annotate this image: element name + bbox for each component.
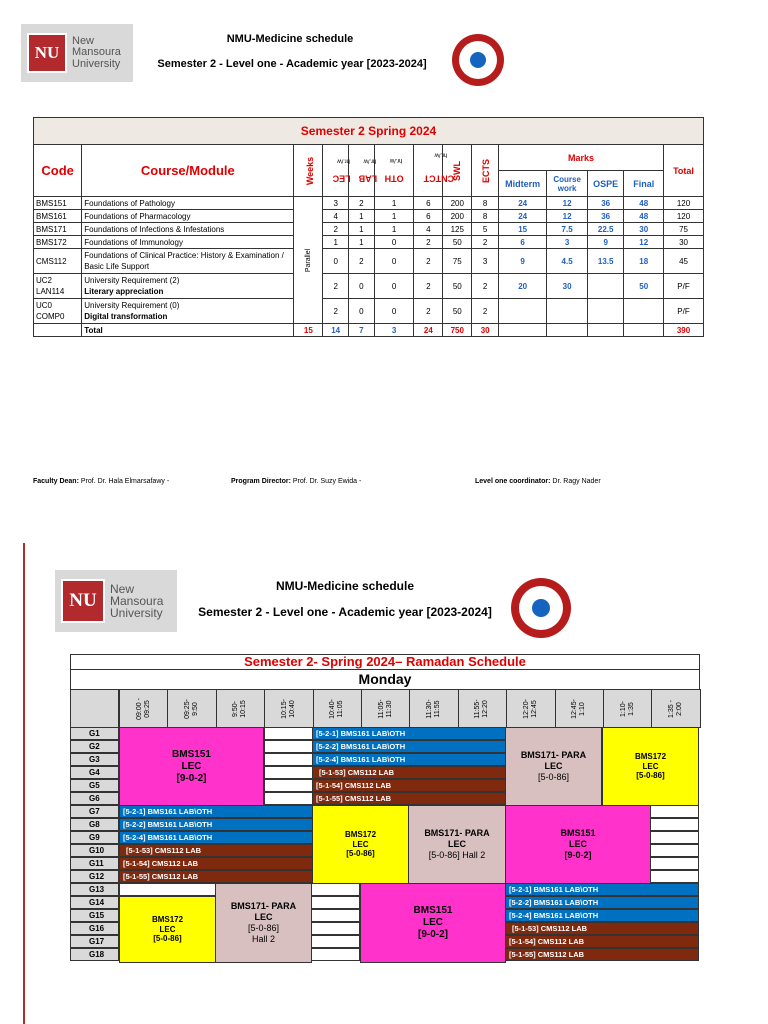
empty-slot [311, 896, 360, 909]
row-cw: 12 [547, 197, 588, 210]
page-title: NMU-Medicine schedule [226, 33, 354, 45]
time-slot-header: 11:55- 12:20 [458, 689, 507, 728]
row-total: 75 [664, 223, 704, 236]
row-course: Foundations of Pharmacology [82, 210, 294, 223]
empty-slot [650, 870, 699, 883]
row-oth: 1 [374, 223, 414, 236]
empty-slot [311, 948, 360, 961]
page-margin-line [23, 543, 25, 1024]
course-table [33, 117, 704, 337]
totals-ospe [587, 324, 623, 337]
time-slot-header: 09:25- 9:50 [167, 689, 216, 728]
row-final [624, 299, 664, 324]
row-course: University Requirement (0) Digital transformation [82, 299, 294, 324]
col-oth: OTH hr./w [374, 145, 414, 197]
row-total: P/F [664, 299, 704, 324]
block-bms171-g7-g12: BMS171- PARA LEC [5-0-86] Hall 2 [408, 805, 506, 884]
row-ects: 8 [472, 197, 499, 210]
empty-slot [650, 818, 699, 831]
empty-slot [119, 883, 216, 896]
col-ects: ECTS [472, 145, 499, 197]
empty-slot [311, 922, 360, 935]
row-cntct: 6 [414, 210, 443, 223]
empty-slot [264, 727, 313, 740]
col-lec: LEC hr./w [323, 145, 349, 197]
row-ects: 3 [472, 249, 499, 274]
row-course: Foundations of Clinical Practice: History & Examination / Basic Life Support [82, 249, 294, 274]
row-cw: 3 [547, 236, 588, 249]
row-code: BMS151 [34, 197, 82, 210]
logo-line-3: University [72, 57, 121, 70]
empty-slot [264, 792, 313, 805]
col-code: Code [34, 145, 82, 197]
university-logo [21, 24, 133, 82]
totals-total: 390 [664, 324, 704, 337]
time-slot-header: 12:45- 1:10 [555, 689, 604, 728]
row-lab: 0 [349, 274, 375, 299]
block-bms172-g14-g18: BMS172 LEC [5-0-86] [119, 896, 216, 963]
row-cw: 12 [547, 210, 588, 223]
row-lec: 2 [323, 299, 349, 324]
row-final: 12 [624, 236, 664, 249]
group-label: G4 [70, 766, 119, 779]
row-ects: 2 [472, 299, 499, 324]
university-logo-2 [55, 570, 177, 632]
empty-slot [650, 805, 699, 818]
empty-slot [650, 844, 699, 857]
lab-bar: [5-1-55] CMS112 LAB [505, 948, 699, 961]
time-slot-header: 9:50- 10:15 [216, 689, 265, 728]
faculty-dean: Faculty Dean: Prof. Dr. Hala Elmarsafawy - [33, 478, 170, 485]
row-oth: 1 [374, 197, 414, 210]
row-lab: 2 [349, 197, 375, 210]
row-cw: 7.5 [547, 223, 588, 236]
row-lec: 4 [323, 210, 349, 223]
time-slot-header: 11:05- 11:30 [361, 689, 410, 728]
col-coursework: Course work [547, 171, 588, 197]
row-ospe [587, 299, 623, 324]
totals-oth: 3 [374, 324, 414, 337]
time-slot-header: 11:30- 11:55 [409, 689, 458, 728]
row-final: 50 [624, 274, 664, 299]
lab-bar: [5-2-4] BMS161 LAB\OTH [312, 753, 506, 766]
time-slot-header: 12:20- 12:45 [506, 689, 555, 728]
row-swl: 50 [443, 236, 472, 249]
row-lab: 1 [349, 223, 375, 236]
group-label: G16 [70, 922, 119, 935]
lab-bar: [5-2-1] BMS161 LAB\OTH [505, 883, 699, 896]
col-ospe: OSPE [587, 171, 623, 197]
row-total: 30 [664, 236, 704, 249]
page-subtitle: Semester 2 - Level one - Academic year [2023-2024] [157, 58, 427, 70]
course-row [34, 249, 704, 274]
schedule-corner [70, 689, 119, 728]
row-cntct: 2 [414, 274, 443, 299]
lab-bar: [5-1-53] CMS112 LAB [505, 922, 699, 935]
col-total: Total [664, 145, 704, 197]
col-course: Course/Module [82, 145, 294, 197]
row-course: Foundations of Infections & Infestations [82, 223, 294, 236]
group-label: G7 [70, 805, 119, 818]
empty-slot [264, 766, 313, 779]
lab-bar: [5-1-53] CMS112 LAB [119, 844, 313, 857]
row-cw: 4.5 [547, 249, 588, 274]
group-label: G12 [70, 870, 119, 883]
schedule-day: Monday [70, 669, 700, 690]
course-row [34, 223, 704, 236]
lab-bar: [5-1-55] CMS112 LAB [119, 870, 313, 883]
row-lab: 1 [349, 210, 375, 223]
col-swl: SWL [443, 145, 472, 197]
course-row [34, 299, 704, 324]
row-course: Foundations of Immunology [82, 236, 294, 249]
row-final: 48 [624, 210, 664, 223]
group-label: G3 [70, 753, 119, 766]
lab-bar: [5-1-54] CMS112 LAB [505, 935, 699, 948]
row-course: Foundations of Pathology [82, 197, 294, 210]
row-swl: 200 [443, 210, 472, 223]
nmu-logo-mark: NU [27, 33, 67, 73]
totals-final [624, 324, 664, 337]
row-swl: 200 [443, 197, 472, 210]
row-lab: 1 [349, 236, 375, 249]
lab-bar: [5-2-2] BMS161 LAB\OTH [119, 818, 313, 831]
col-marks: Marks [499, 145, 664, 171]
empty-slot [264, 740, 313, 753]
faculty-seal-icon [452, 34, 504, 86]
col-midterm: Midterm [499, 171, 547, 197]
row-course: University Requirement (2) Literary appreciation [82, 274, 294, 299]
block-bms151-g13-g18: BMS151 LEC [9-0-2] [360, 883, 506, 963]
lab-bar: [5-2-1] BMS161 LAB\OTH [119, 805, 313, 818]
group-label: G11 [70, 857, 119, 870]
block-bms172-g7-g12: BMS172 LEC [5-0-86] [312, 805, 409, 884]
col-final: Final [624, 171, 664, 197]
row-total: P/F [664, 274, 704, 299]
block-bms171-g13-g18: BMS171- PARA LEC [5-0-86] Hall 2 [215, 883, 312, 963]
row-lec: 0 [323, 249, 349, 274]
lab-bar: [5-1-54] CMS112 LAB [119, 857, 313, 870]
totals-label: Total [82, 324, 294, 337]
empty-slot [311, 883, 360, 896]
time-slot-header: 10:40- 11:05 [313, 689, 362, 728]
schedule-title: Semester 2- Spring 2024– Ramadan Schedule [70, 654, 700, 670]
empty-slot [650, 857, 699, 870]
group-label: G9 [70, 831, 119, 844]
totals-mid [499, 324, 547, 337]
row-mid: 24 [499, 197, 547, 210]
row-code: BMS171 [34, 223, 82, 236]
lab-bar: [5-2-4] BMS161 LAB\OTH [119, 831, 313, 844]
row-lec: 2 [323, 223, 349, 236]
row-mid: 20 [499, 274, 547, 299]
row-final: 48 [624, 197, 664, 210]
totals-cw [547, 324, 588, 337]
time-slot-header: 1:35 - 2:00 [651, 689, 700, 728]
row-swl: 50 [443, 299, 472, 324]
row-final: 30 [624, 223, 664, 236]
time-slot-header: 09:00 - 09:25 [119, 689, 168, 728]
lab-bar: [5-1-54] CMS112 LAB [312, 779, 506, 792]
empty-slot [650, 831, 699, 844]
empty-slot [311, 935, 360, 948]
row-cntct: 6 [414, 197, 443, 210]
group-label: G6 [70, 792, 119, 805]
row-total: 45 [664, 249, 704, 274]
row-mid: 9 [499, 249, 547, 274]
col-lab: LAB hr./w [349, 145, 375, 197]
logo-line-2: Mansoura [72, 46, 121, 59]
row-cntct: 2 [414, 249, 443, 274]
lab-bar: [5-1-53] CMS112 LAB [312, 766, 506, 779]
logo-line-1: New [72, 35, 95, 48]
col-weeks: Weeks [294, 145, 323, 197]
totals-code [34, 324, 82, 337]
block-bms172-g1-g6: BMS172 LEC [5-0-86] [602, 727, 699, 806]
program-director: Program Director: Prof. Dr. Suzy Ewida - [231, 478, 362, 485]
row-ospe: 9 [587, 236, 623, 249]
group-label: G8 [70, 818, 119, 831]
course-row [34, 197, 704, 210]
row-swl: 50 [443, 274, 472, 299]
block-bms171-g1-g6: BMS171- PARA LEC [5-0-86] [505, 727, 602, 806]
semester-title: Semester 2 Spring 2024 [34, 118, 704, 145]
row-code: BMS172 [34, 236, 82, 249]
group-label: G10 [70, 844, 119, 857]
totals-ects: 30 [472, 324, 499, 337]
row-cw [547, 299, 588, 324]
row-code: UC2 LAN114 [34, 274, 82, 299]
time-slot-header: 1:10- 1:35 [603, 689, 652, 728]
row-code: BMS161 [34, 210, 82, 223]
row-ects: 2 [472, 236, 499, 249]
block-bms151-g7-g12: BMS151 LEC [9-0-2] [505, 805, 651, 884]
course-row [34, 274, 704, 299]
row-ects: 2 [472, 274, 499, 299]
row-cw: 30 [547, 274, 588, 299]
row-cntct: 2 [414, 236, 443, 249]
row-mid: 24 [499, 210, 547, 223]
logo2-line-1: New [110, 581, 135, 596]
totals-lab: 7 [349, 324, 375, 337]
row-cntct: 2 [414, 299, 443, 324]
logo2-line-2: Mansoura [110, 593, 164, 608]
row-ospe: 36 [587, 210, 623, 223]
col-cntct: CNTCT hr./w [414, 145, 443, 197]
level-coordinator: Level one coordinator: Dr. Ragy Nader [475, 478, 601, 485]
row-oth: 0 [374, 274, 414, 299]
row-ects: 5 [472, 223, 499, 236]
row-ects: 8 [472, 210, 499, 223]
totals-row [34, 324, 704, 337]
row-swl: 125 [443, 223, 472, 236]
row-ospe: 36 [587, 197, 623, 210]
row-final: 18 [624, 249, 664, 274]
group-label: G15 [70, 909, 119, 922]
row-ospe: 13.5 [587, 249, 623, 274]
row-mid [499, 299, 547, 324]
schedule-page-subtitle: Semester 2 - Level one - Academic year [2023-2024] [198, 605, 492, 619]
row-lec: 2 [323, 274, 349, 299]
group-label: G2 [70, 740, 119, 753]
row-cntct: 4 [414, 223, 443, 236]
faculty-seal-icon-2 [511, 578, 571, 638]
row-lec: 1 [323, 236, 349, 249]
group-label: G1 [70, 727, 119, 740]
row-lab: 2 [349, 249, 375, 274]
group-label: G13 [70, 883, 119, 896]
schedule-page-title: NMU-Medicine schedule [275, 579, 415, 593]
row-oth: 0 [374, 236, 414, 249]
row-mid: 15 [499, 223, 547, 236]
totals-cntct: 24 [414, 324, 443, 337]
row-swl: 75 [443, 249, 472, 274]
empty-slot [264, 779, 313, 792]
logo2-line-3: University [110, 606, 163, 621]
row-mid: 6 [499, 236, 547, 249]
row-oth: 1 [374, 210, 414, 223]
totals-weeks: 15 [294, 324, 323, 337]
row-oth: 0 [374, 299, 414, 324]
group-label: G18 [70, 948, 119, 961]
row-total: 120 [664, 210, 704, 223]
row-code: UC0 COMP0 [34, 299, 82, 324]
row-ospe: 22.5 [587, 223, 623, 236]
lab-bar: [5-2-2] BMS161 LAB\OTH [505, 896, 699, 909]
totals-swl: 750 [443, 324, 472, 337]
row-code: CMS112 [34, 249, 82, 274]
lab-bar: [5-2-4] BMS161 LAB\OTH [505, 909, 699, 922]
row-oth: 0 [374, 249, 414, 274]
nmu-logo-mark-2: NU [61, 579, 105, 623]
row-total: 120 [664, 197, 704, 210]
lab-bar: [5-1-55] CMS112 LAB [312, 792, 506, 805]
row-ospe [587, 274, 623, 299]
lab-bar: [5-2-2] BMS161 LAB\OTH [312, 740, 506, 753]
group-label: G14 [70, 896, 119, 909]
empty-slot [264, 753, 313, 766]
time-slot-header: 10:15- 10:40 [264, 689, 313, 728]
group-label: G17 [70, 935, 119, 948]
lab-bar: [5-2-1] BMS161 LAB\OTH [312, 727, 506, 740]
empty-slot [311, 909, 360, 922]
block-bms151-g1-g6: BMS151 LEC [9-0-2] [119, 727, 264, 806]
totals-lec: 14 [323, 324, 349, 337]
course-row [34, 210, 704, 223]
row-lab: 0 [349, 299, 375, 324]
row-lec: 3 [323, 197, 349, 210]
course-row [34, 236, 704, 249]
weeks-parallel: Parallel [294, 197, 323, 324]
group-label: G5 [70, 779, 119, 792]
